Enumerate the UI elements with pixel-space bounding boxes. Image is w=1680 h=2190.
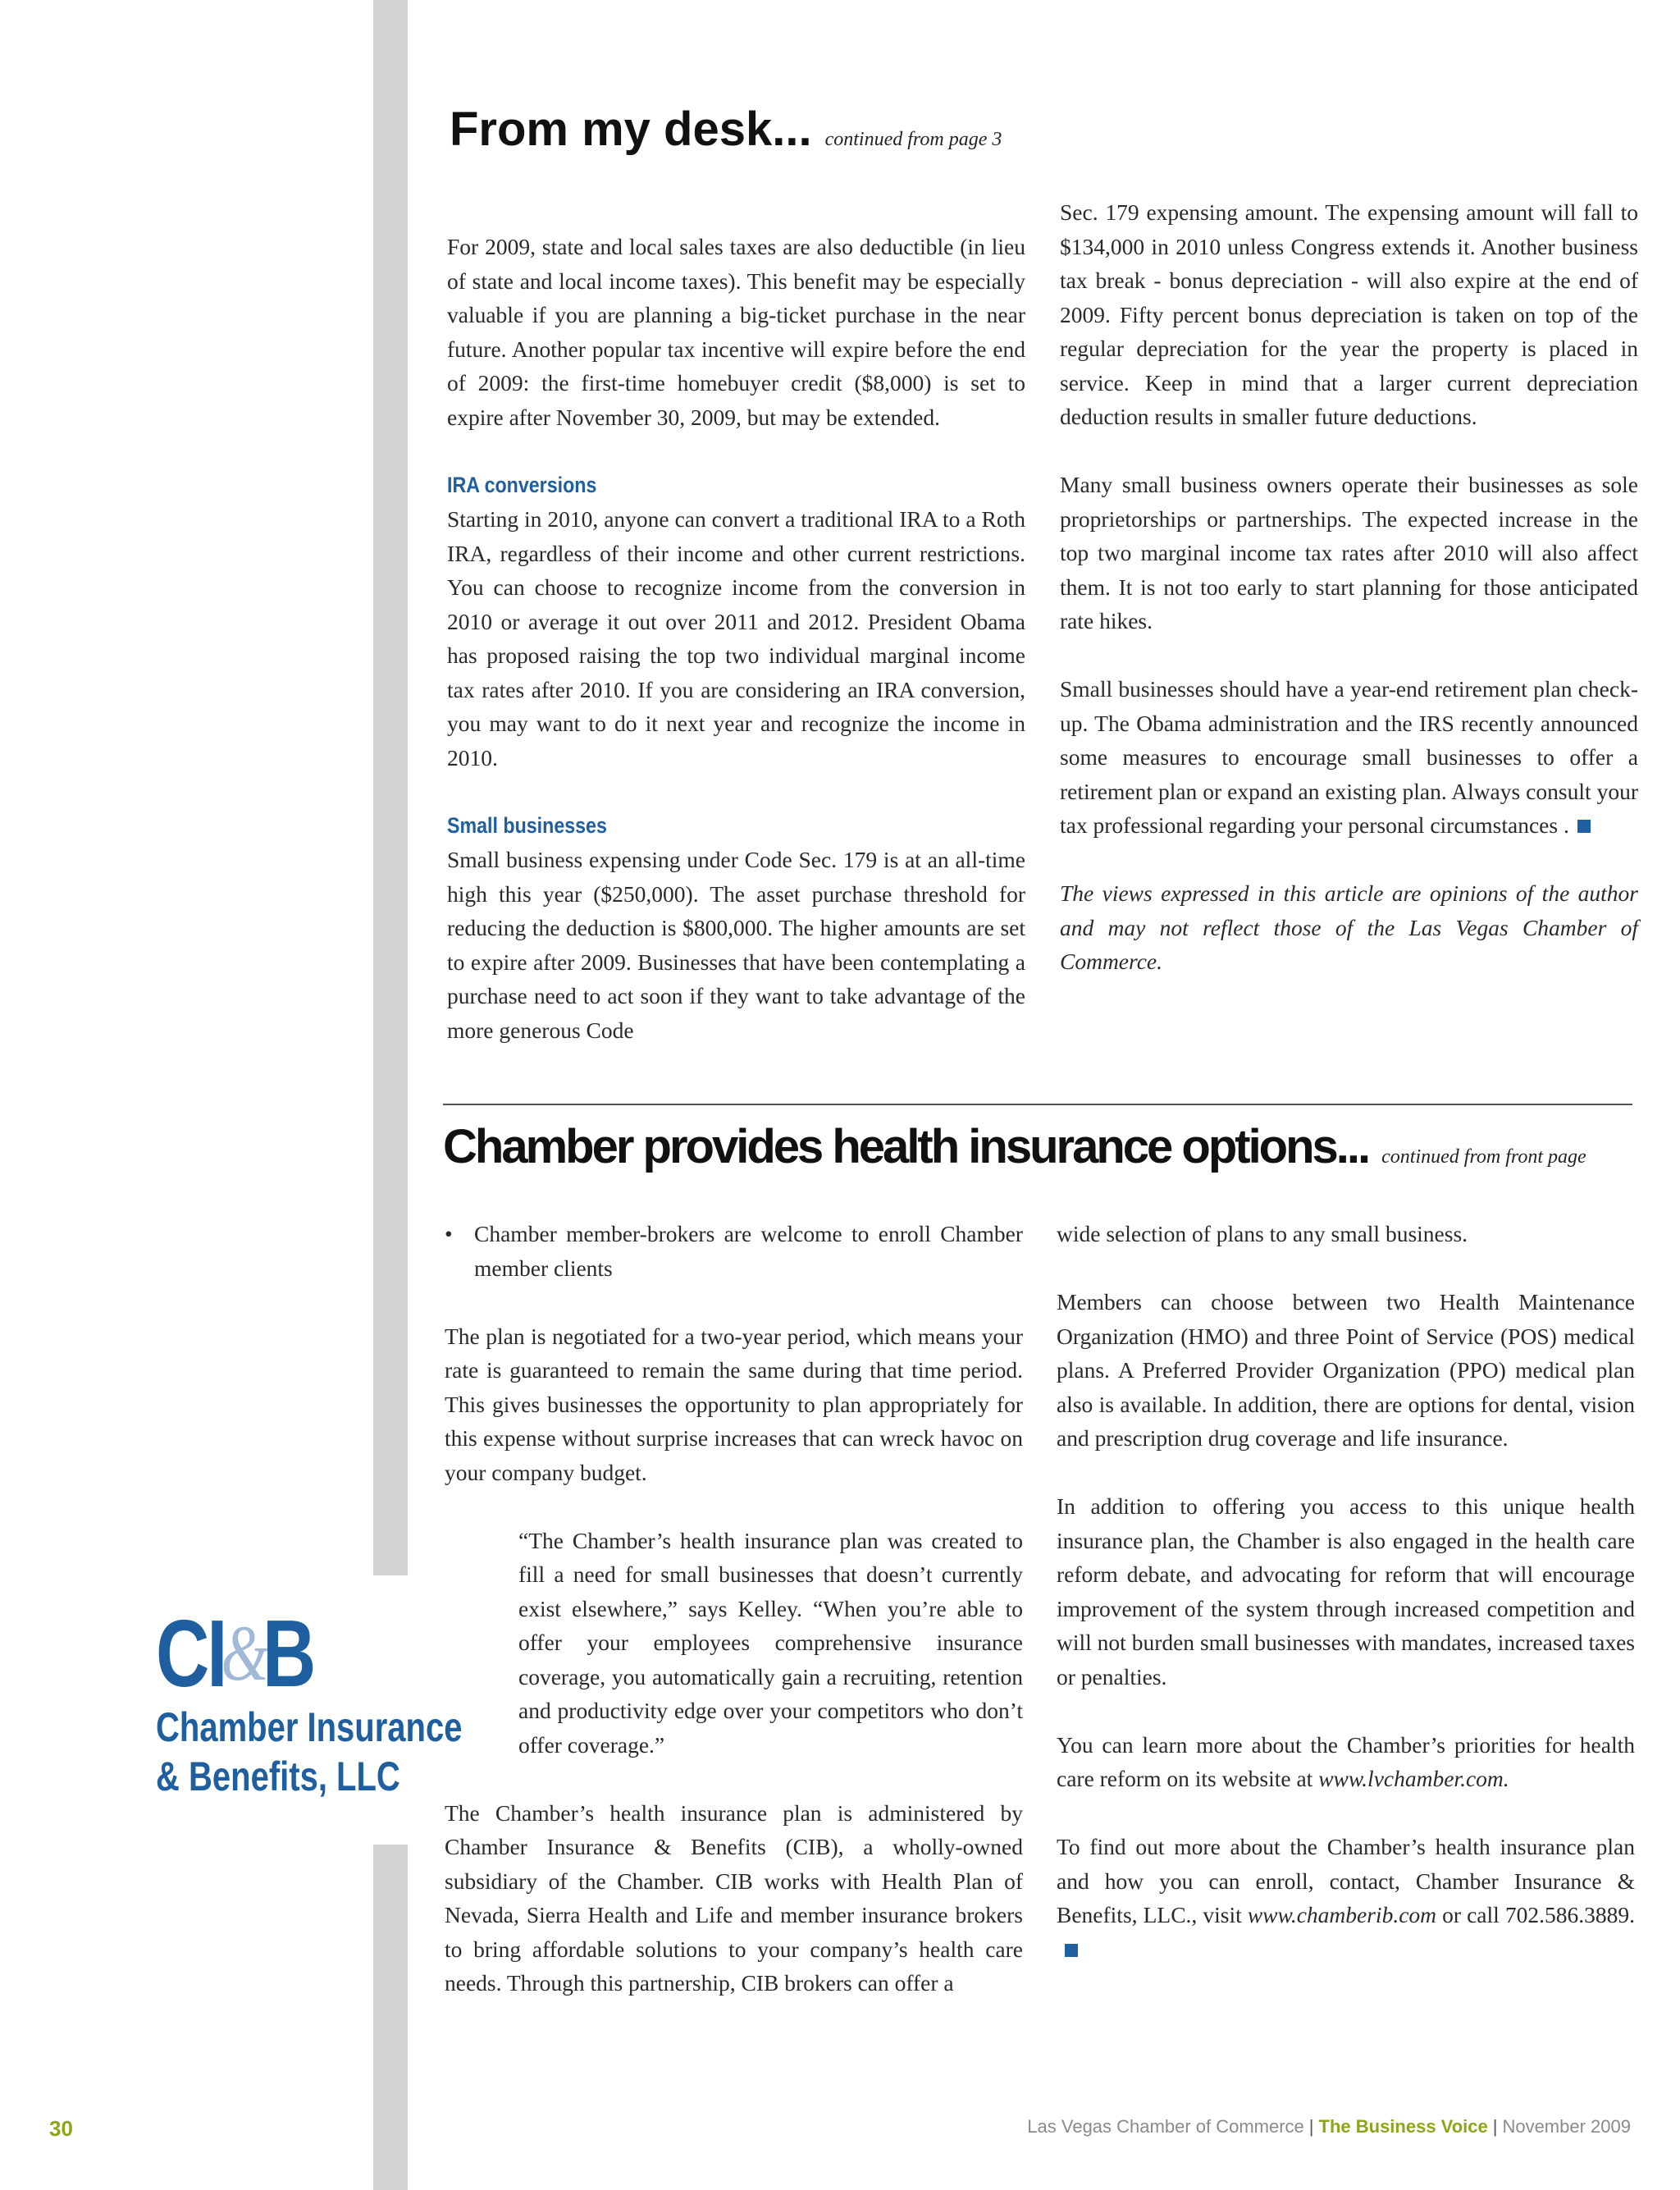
article1-left-column — [447, 230, 1025, 1047]
article2-right-p4-text: You can learn more about the Chamber’s priorities for health care reform on its website at — [1057, 1731, 1635, 1791]
article1-right-p3-text: Small businesses should have a year-end retirement plan check-up. The Obama administration and the IRS recently announced some measures to encourage small businesses to offer a retirement plan or expand an existing plan. Always consult your tax professional regarding your personal circumstances . — [1060, 676, 1638, 838]
end-square-icon — [1577, 820, 1591, 833]
article2-right-p5 — [1057, 1830, 1635, 1966]
cib-logo-b: B — [262, 1600, 314, 1707]
article2-left-column — [445, 1217, 1023, 2000]
cib-logo-line1: Chamber Insurance — [156, 1704, 463, 1750]
article2-right-column — [1057, 1217, 1635, 1966]
article1-right-p3 — [1060, 672, 1638, 843]
ira-conversions-heading: IRA conversions — [447, 472, 597, 497]
page-number: 30 — [49, 2116, 73, 2141]
article1-continued: continued from page 3 — [824, 129, 1002, 150]
article2-title-text: Chamber provides health insurance options... — [443, 1120, 1369, 1173]
article1-right-p2: Many small business owners operate their businesses as sole proprietorships or partnerships. The expected increase in the top two marginal income tax rates after 2010 will also affect them. It is not too early to start planning for those anticipated rate hikes. — [1060, 472, 1638, 633]
lvchamber-link[interactable]: www.lvchamber.com. — [1318, 1766, 1509, 1791]
cib-logo-ampersand: & — [221, 1609, 267, 1697]
kelley-quote: “The Chamber’s health insurance plan was created to fill a need for small businesses that doesn’t currently exist elsewhere,” says Kelley. “When you’re able to offer your employees comprehensive insurance coverage, you automatically gain a recruiting, retention and productivity edge over your competitors who don’t offer coverage.” — [518, 1527, 1023, 1758]
footer-date: November 2009 — [1502, 2116, 1631, 2137]
article1-left-small: Small business expensing under Code Sec. 179 is at an all-time high this year ($250,000). The asset purchase threshold for reducing the deduction is $800,000. The higher amounts are set to expire after 2009. Businesses that have been contemplating a purchase need to act soon if they want to take advantage of the more generous Code — [447, 847, 1025, 1043]
small-businesses-heading: Small businesses — [447, 812, 607, 838]
sidebar-bar-top — [373, 0, 408, 1575]
footer-org: Las Vegas Chamber of Commerce — [1027, 2116, 1304, 2137]
sidebar-bar-bottom — [373, 1845, 408, 2190]
article1-left-p1: For 2009, state and local sales taxes are also deductible (in lieu of state and local income taxes). This benefit may be especially valuable if you are planning a big-ticket purchase in the near future. Another popular tax incentive will expire before the end of 2009: the first-time homebuyer credit ($8,000) is set to expire after November 30, 2009, but may be extended. — [447, 234, 1025, 430]
cib-logo-ci: CI — [156, 1600, 226, 1707]
article2-continued: continued from front page — [1381, 1146, 1586, 1168]
article1-title — [450, 97, 1002, 172]
bullet-item — [445, 1217, 1023, 1285]
article2-title — [443, 1114, 1586, 1190]
bullet-text: Chamber member-brokers are welcome to enroll Chamber member clients — [474, 1221, 1023, 1281]
cib-logo-line2: & Benefits, LLC — [156, 1753, 400, 1799]
article1-disclaimer: The views expressed in this article are opinions of the author and may not reflect those of the Las Vegas Chamber of Commerce. — [1060, 880, 1638, 974]
chamberib-link[interactable]: www.chamberib.com — [1247, 1902, 1437, 1927]
cib-logo-mark — [156, 1600, 425, 1707]
cib-logo — [156, 1600, 500, 1817]
article2-right-p3: In addition to offering you access to this unique health insurance plan, the Chamber is also engaged in the health care reform debate, and advocating for reform that will encourage improvement of the system through increased competition and will not burden small businesses with mandates, increased taxes or penalties. — [1057, 1493, 1635, 1689]
footer-publication: The Business Voice — [1318, 2116, 1488, 2137]
article2-right-p4 — [1057, 1728, 1635, 1796]
section-divider — [443, 1104, 1632, 1105]
footer-separator: | — [1308, 2116, 1314, 2137]
article1-right-column — [1060, 195, 1638, 979]
article2-left-p2: The Chamber’s health insurance plan is administered by Chamber Insurance & Benefits (CIB), a wholly-owned subsidiary of the Chamber. CIB works with Health Plan of Nevada, Sierra Health and Life and member insurance brokers to bring affordable solutions to your company’s health care needs. Through this partnership, CIB brokers can offer a — [445, 1799, 1023, 1996]
article2-right-p2: Members can choose between two Health Maintenance Organization (HMO) and three Point of Service (POS) medical plans. A Preferred Provider Organization (PPO) medical plan also is available. In addition, there are options for dental, vision and prescription drug coverage and life insurance. — [1057, 1289, 1635, 1451]
bullet-icon: • — [445, 1221, 453, 1246]
article2-right-p5-text: To find out more about the Chamber’s health insurance plan and how you can enroll, contact, Chamber Insurance & Benefits, LLC., visit — [1057, 1834, 1635, 1927]
footer-separator: | — [1492, 2116, 1498, 2137]
article1-title-text: From my desk... — [450, 103, 812, 156]
article1-right-p1: Sec. 179 expensing amount. The expensing amount will fall to $134,000 in 2010 unless Congress extends it. Another business tax break - bonus depreciation - will also expire at the end of 2009. Fifty percent bonus depreciation is taken on top of the regular depreciation for the year the property is placed in service. Keep in mind that a larger current depreciation deduction results in smaller future deductions. — [1060, 199, 1638, 429]
footer-credits — [1027, 2116, 1631, 2137]
article2-right-p5-tail: or call 702.586.3889. — [1442, 1902, 1636, 1927]
article2-left-p1: The plan is negotiated for a two-year period, which means your rate is guaranteed to remain the same during that time period. This gives businesses the opportunity to plan appropriately for this expense without surprise increases that can wreck havoc on your company budget. — [445, 1323, 1023, 1485]
article2-right-p1: wide selection of plans to any small business. — [1057, 1221, 1468, 1246]
end-square-icon — [1065, 1944, 1078, 1957]
article1-left-ira: Starting in 2010, anyone can convert a traditional IRA to a Roth IRA, regardless of their income and other current restrictions. You can choose to recognize income from the conversion in 2010 or average it out over 2011 and 2012. President Obama has proposed raising the top two individual marginal income tax rates after 2010. If you are considering an IRA conversion, you may want to do it next year and recognize the income in 2010. — [447, 506, 1025, 770]
